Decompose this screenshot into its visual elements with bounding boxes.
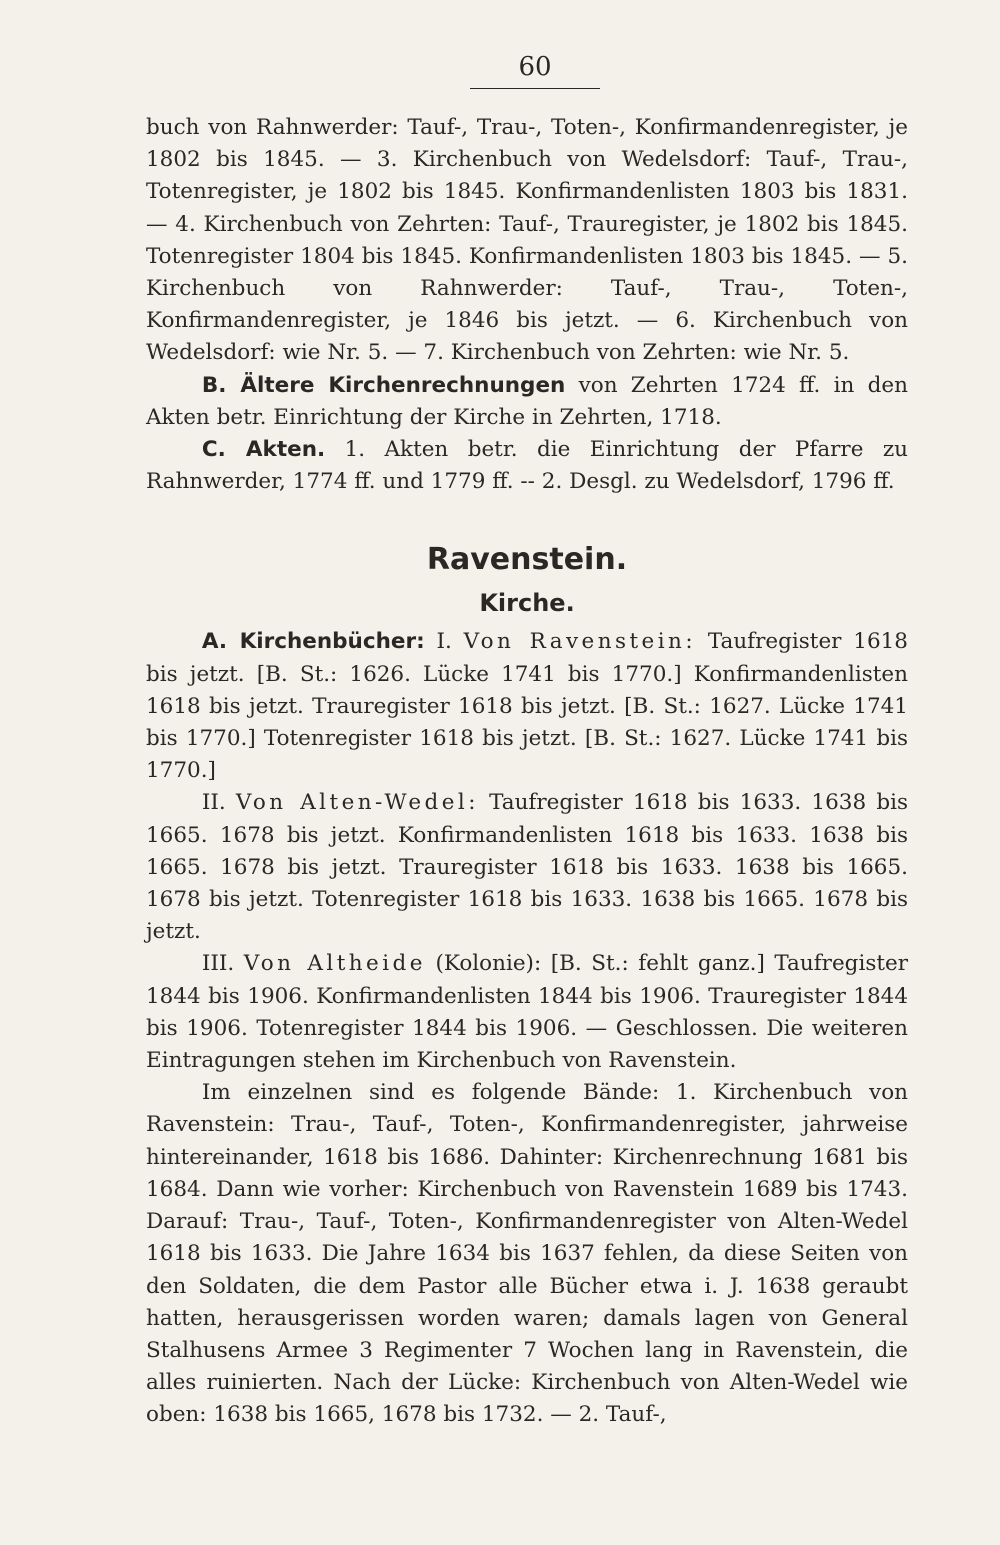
item-iii-place: Von Altheide bbox=[243, 951, 426, 977]
section-c-heading: C. Akten. bbox=[201, 437, 326, 463]
section-a-paragraph-iii bbox=[146, 948, 908, 1077]
item-ii-place: Von Alten-Wedel: bbox=[235, 790, 479, 816]
details-paragraph: Im einzelnen sind es folgende Bände: 1. Kirchenbuch von Ravenstein: Trau-, Tauf-, Toten-, Konfirmandenregister, jahrweise hintereinander, 1618 bis 1686. Dahinter: Kirchenrechnung 1681 bis 1684. Dann wie vorher: Kirchenbuch von Ravenstein 1689 bis 1743. Darauf: Trau-, Tauf-, Toten-, Konfirmandenregister von Alten-Wedel 1618 bis 1633. Die Jahre 1634 bis 1637 fehlen, da diese Seiten von den Soldaten, die dem Pastor alle Bücher etwa i. J. 1638 geraubt hatten, herausgerissen worden waren; damals lagen von General Stalhusens Armee 3 Regimenter 7 Wochen lang in Ravenstein, die alles ruinierten. Nach der Lücke: Kirchenbuch von Alten-Wedel wie oben: 1638 bis 1665, 1678 bis 1732. — 2. Tauf-, bbox=[146, 1080, 908, 1428]
place-heading: Ravenstein. bbox=[426, 542, 628, 578]
section-b-heading: B. Ältere Kirchenrechnungen bbox=[201, 372, 566, 398]
item-i-place: Von Ravenstein: bbox=[463, 629, 697, 655]
section-a-paragraph-i bbox=[146, 626, 908, 787]
section-a-paragraph-ii bbox=[146, 787, 908, 948]
continuation-paragraph: buch von Rahnwerder: Tauf-, Trau-, Toten-, Konfirmandenregister, je 1802 bis 1845. — 3. Kirchenbuch von Wedelsdorf: Tauf-, Trau-, Totenregister, je 1802 bis 1845. Konfirmandenlisten 1803 bis 1831. — 4. Kirchenbuch von Zehrten: Tauf-, Trauregister, je 1802 bis 1845. Totenregister 1804 bis 1845. Konfirmandenlisten 1803 bis 1845. — 5. Kirchenbuch von Rahnwerder: Tauf-, Trau-, Toten-, Konfirmandenregister, je 1846 bis jetzt. — 6. Kirchenbuch von Wedelsdorf: wie Nr. 5. — 7. Kirchenbuch von Zehrten: wie Nr. 5. bbox=[146, 115, 908, 366]
section-b-text: von Zehrten 1724 ff. in den Akten betr. Einrichtung der Kirche in Zehrten, 1718. bbox=[146, 372, 908, 430]
section-c-text: 1. Akten betr. die Einrichtung der Pfarre zu Rahnwerder, 1774 ff. und 1779 ff. -- 2. Desgl. zu Wedelsdorf, 1796 ff. bbox=[146, 437, 909, 495]
item-iii-text: (Kolonie): [B. St.: fehlt ganz.] Taufregister 1844 bis 1906. Konfirmandenlisten 1844 bis 1906. Trauregister 1844 bis 1906. Totenregister 1844 bis 1906. — Geschlossen. Die weiteren Eintragungen stehen im Kirchenbuch von Ravenstein. bbox=[146, 951, 908, 1074]
item-i-number: I. bbox=[436, 629, 452, 655]
page-body bbox=[146, 112, 908, 1432]
section-a-heading: A. Kirchenbücher: bbox=[201, 629, 425, 655]
item-iii-number: III. bbox=[201, 951, 235, 977]
section-b-paragraph bbox=[146, 370, 908, 434]
item-i-text: Taufregister 1618 bis jetzt. [B. St.: 1626. Lücke 1741 bis 1770.] Konfirmandenlisten 1618 bis jetzt. Trauregister 1618 bis jetzt. [B. St.: 1627. Lücke 1741 bis 1770.] Totenregister 1618 bis jetzt. [B. St.: 1627. Lücke 1741 bis 1770.] bbox=[146, 629, 908, 784]
item-ii-number: II. bbox=[201, 790, 226, 816]
item-ii-text: Taufregister 1618 bis 1633. 1638 bis 1665. 1678 bis jetzt. Konfirmandenlisten 1618 bis 1633. 1638 bis 1665. 1678 bis jetzt. Trauregister 1618 bis 1633. 1638 bis 1665. 1678 bis jetzt. Totenregister 1618 bis 1633. 1638 bis 1665. 1678 bis jetzt. bbox=[146, 790, 908, 945]
page-number: 60 bbox=[470, 52, 600, 89]
sub-heading: Kirche. bbox=[479, 589, 575, 618]
section-c-paragraph bbox=[146, 434, 908, 498]
